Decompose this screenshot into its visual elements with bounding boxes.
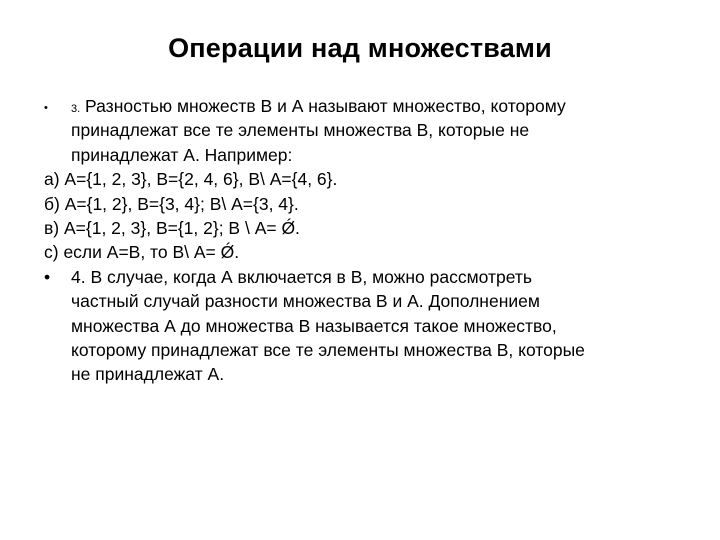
bullet-item-4 [44,265,684,289]
item-text-line: не принадлежат А. [71,364,225,385]
item-text-line: 4. В случае, когда А включается в В, можно рассмотреть [71,266,533,287]
example-c: в) А={1, 2, 3}, В={1, 2}; В \ А= Ǿ. [44,217,300,238]
item-text-line: частный случай разности множества В и А. Дополнением [71,291,540,312]
item-text-line: Разностью множеств В и А называют множество, которому [80,96,566,116]
example-b: б) А={1, 2}, В={3, 4}; В\ А={3, 4}. [44,193,299,214]
slide-title: Операции над множествами [168,33,552,63]
bullet-item-3 [44,94,684,118]
item-text-line: множества А до множества В называется такое множество, [71,315,557,336]
bullet-icon: • [44,102,48,114]
slide-content [44,94,684,387]
item-text-line: которому принадлежат все те элементы множества В, которые [71,339,585,360]
example-a: а) А={1, 2, 3}, В={2, 4, 6}, В\ А={4, 6}. [44,169,338,190]
item-number: 3. [71,103,81,115]
item-text-line: принадлежат все те элементы множества В, которые не [71,120,530,141]
bullet-icon: • [44,266,51,287]
item-text-line: принадлежат А. Например: [71,144,293,165]
example-d: с) если А=В, то В\ А= Ǿ. [44,242,240,263]
